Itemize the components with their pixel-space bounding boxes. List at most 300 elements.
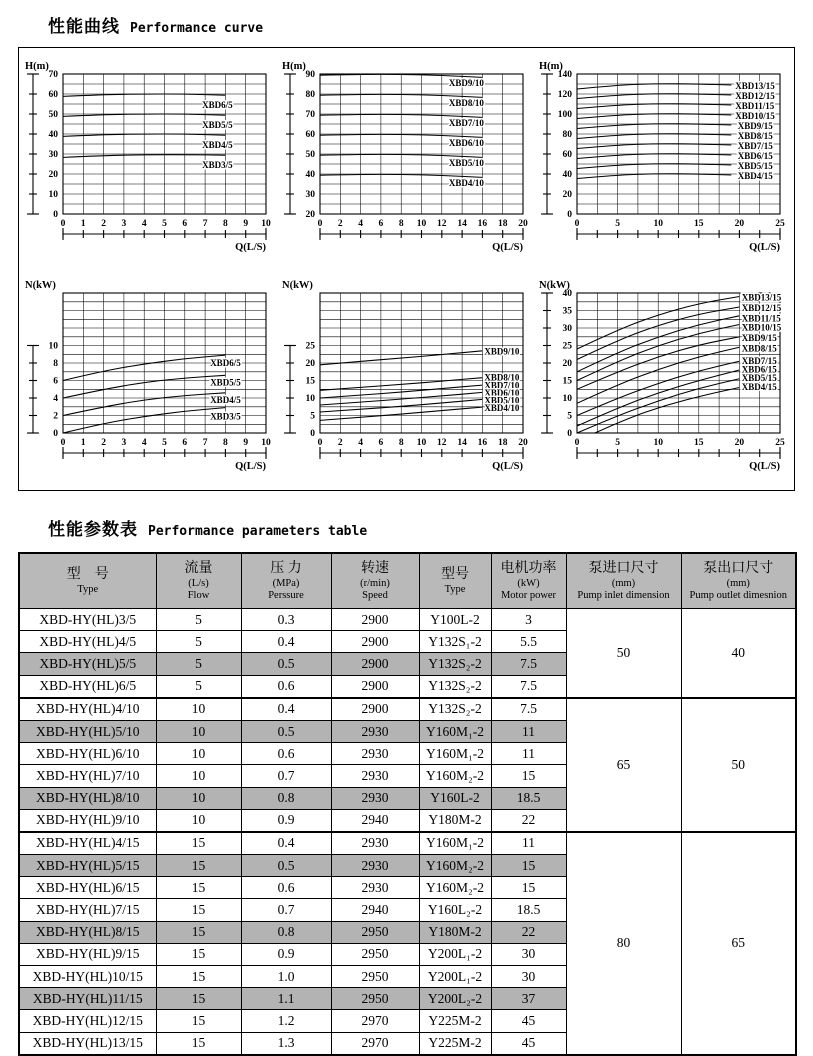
series-label: XBD4/5	[202, 140, 233, 150]
motor-type-cell: Y160M₁-2	[419, 832, 491, 855]
motor-power-cell: 30	[491, 943, 566, 965]
pressure-cell: 0.8	[241, 787, 331, 809]
motor-type-cell: Y225M-2	[419, 1032, 491, 1055]
svg-text:40: 40	[305, 170, 315, 181]
motor-type-cell: Y132S₂-2	[419, 675, 491, 698]
motor-type-cell: Y225M-2	[419, 1010, 491, 1032]
series-label: XBD10/15	[741, 322, 782, 333]
svg-text:15: 15	[562, 376, 572, 387]
motor-power-cell: 15	[491, 877, 566, 899]
svg-text:0: 0	[567, 429, 572, 440]
series-label: XBD13/15	[741, 292, 782, 303]
pump-inlet-dimension-cell: 80	[566, 832, 681, 1055]
svg-text:20: 20	[305, 359, 315, 370]
svg-text:20: 20	[518, 219, 528, 229]
svg-text:10: 10	[416, 438, 427, 448]
model-cell: XBD-HY(HL)8/10	[19, 787, 156, 809]
model-cell: XBD-HY(HL)9/15	[19, 943, 156, 965]
flow-cell: 15	[156, 966, 241, 988]
series-label: XBD7/15	[737, 141, 773, 151]
speed-cell: 2930	[331, 877, 419, 899]
svg-text:4: 4	[53, 394, 58, 405]
pressure-cell: 1.2	[241, 1010, 331, 1032]
series-label: XBD8/10	[484, 372, 520, 383]
svg-text:0: 0	[310, 429, 315, 440]
motor-type-cell: Y160M₂-2	[419, 765, 491, 787]
flow-cell: 5	[156, 653, 241, 675]
svg-text:30: 30	[305, 190, 315, 201]
svg-text:10: 10	[653, 219, 663, 229]
series-label: XBD6/15	[741, 364, 777, 375]
pressure-cell: 0.6	[241, 877, 331, 899]
svg-text:30: 30	[562, 324, 572, 335]
model-cell: XBD-HY(HL)3/5	[19, 609, 156, 631]
model-cell: XBD-HY(HL)9/10	[19, 809, 156, 832]
column-header-3: 压 力 (MPa) Perssure	[241, 553, 331, 609]
flow-cell: 10	[156, 698, 241, 721]
flow-cell: 15	[156, 1032, 241, 1055]
svg-text:5: 5	[567, 411, 572, 422]
motor-type-cell: Y180M-2	[419, 921, 491, 943]
speed-cell: 2950	[331, 988, 419, 1010]
series-label: XBD12/15	[741, 303, 782, 313]
pressure-cell: 0.5	[241, 855, 331, 877]
svg-text:5: 5	[310, 411, 315, 422]
motor-power-cell: 45	[491, 1032, 566, 1055]
motor-power-cell: 18.5	[491, 787, 566, 809]
svg-text:0: 0	[317, 219, 323, 229]
series-label: XBD9/15	[741, 332, 777, 343]
column-header-2: 流量 (L/s) Flow	[156, 553, 241, 609]
svg-text:10: 10	[562, 394, 572, 405]
motor-type-cell: Y160M₁-2	[419, 720, 491, 742]
svg-text:8: 8	[398, 438, 404, 448]
series-label: XBD9/15	[737, 121, 773, 131]
model-cell: XBD-HY(HL)10/15	[19, 966, 156, 988]
model-cell: XBD-HY(HL)8/15	[19, 921, 156, 943]
pressure-cell: 0.7	[241, 899, 331, 921]
column-header-6: 电机功率 (kW) Motor power	[491, 553, 566, 609]
section-title-performance-curve	[48, 12, 795, 37]
svg-text:3: 3	[121, 219, 127, 229]
motor-type-cell: Y160L-2	[419, 787, 491, 809]
speed-cell: 2950	[331, 966, 419, 988]
speed-cell: 2930	[331, 765, 419, 787]
motor-power-cell: 11	[491, 720, 566, 742]
motor-power-cell: 37	[491, 988, 566, 1010]
motor-power-cell: 7.5	[491, 675, 566, 698]
series-label: XBD4/15	[737, 171, 773, 181]
model-cell: XBD-HY(HL)4/5	[19, 631, 156, 653]
series-curve-XBD13/15	[577, 84, 731, 89]
motor-type-cell: Y160M₁-2	[419, 743, 491, 765]
motor-type-cell: Y180M-2	[419, 809, 491, 832]
flow-cell: 15	[156, 921, 241, 943]
model-cell: XBD-HY(HL)11/15	[19, 988, 156, 1010]
pressure-cell: 0.4	[241, 631, 331, 653]
series-curve-XBD8/15	[577, 134, 731, 139]
svg-text:60: 60	[562, 150, 572, 161]
speed-cell: 2930	[331, 743, 419, 765]
flow-cell: 15	[156, 1010, 241, 1032]
section2-title-zh: 性能参数表	[48, 520, 138, 539]
svg-text:0: 0	[567, 210, 572, 221]
section1-title-zh: 性能曲线	[48, 17, 120, 36]
model-cell: XBD-HY(HL)4/10	[19, 698, 156, 721]
column-header-1: 型 号 Type	[19, 553, 156, 609]
motor-power-cell: 45	[491, 1010, 566, 1032]
column-header-5: 型号 Type	[419, 553, 491, 609]
svg-text:12: 12	[437, 219, 447, 229]
pressure-cell: 1.3	[241, 1032, 331, 1055]
pressure-cell: 1.1	[241, 988, 331, 1010]
y-axis-title: N(kW)	[25, 280, 56, 291]
flow-cell: 10	[156, 720, 241, 742]
svg-text:2: 2	[101, 219, 106, 229]
motor-type-cell: Y132S₁-2	[419, 631, 491, 653]
series-label: XBD4/5	[210, 394, 241, 405]
pressure-cell: 1.0	[241, 966, 331, 988]
pressure-cell: 0.6	[241, 675, 331, 698]
section-title-parameters-table	[48, 515, 795, 540]
motor-type-cell: Y200L₂-2	[419, 988, 491, 1010]
chart-head-15	[537, 58, 790, 258]
column-header-7: 泵进口尺寸 (mm) Pump inlet dimension	[566, 553, 681, 609]
flow-cell: 15	[156, 943, 241, 965]
model-cell: XBD-HY(HL)5/5	[19, 653, 156, 675]
chart-head-5	[23, 58, 276, 258]
motor-type-cell: Y200L₁-2	[419, 966, 491, 988]
svg-text:6: 6	[378, 438, 384, 448]
series-label: XBD7/15	[741, 355, 777, 366]
section1-title-en: Performance curve	[130, 21, 264, 36]
series-curve-XBD6/15	[577, 154, 731, 159]
svg-text:9: 9	[243, 219, 249, 229]
pump-outlet-dimension-cell: 40	[681, 609, 796, 698]
svg-text:20: 20	[734, 219, 745, 229]
series-label: XBD4/10	[448, 178, 484, 188]
x-axis-title: Q(L/S)	[235, 461, 266, 472]
svg-text:4: 4	[141, 219, 147, 229]
motor-type-cell: Y132S₂-2	[419, 653, 491, 675]
motor-type-cell: Y160M₂-2	[419, 855, 491, 877]
y-axis-title: N(kW)	[539, 280, 570, 291]
pressure-cell: 0.9	[241, 809, 331, 832]
svg-text:50: 50	[48, 110, 58, 121]
speed-cell: 2900	[331, 653, 419, 675]
pressure-cell: 0.8	[241, 921, 331, 943]
svg-text:10: 10	[261, 438, 271, 448]
series-label: XBD6/10	[484, 388, 520, 399]
chart-power-10	[280, 277, 533, 477]
series-label: XBD6/10	[448, 138, 484, 148]
motor-power-cell: 15	[491, 765, 566, 787]
flow-cell: 10	[156, 743, 241, 765]
chart-power-15	[537, 277, 790, 477]
series-curve-XBD4/15	[577, 174, 731, 179]
y-axis-title: H(m)	[25, 61, 49, 72]
series-label: XBD5/10	[448, 158, 484, 168]
section2-title-en: Performance parameters table	[148, 524, 368, 539]
flow-cell: 5	[156, 631, 241, 653]
svg-text:15: 15	[305, 376, 315, 387]
series-label: XBD9/10	[484, 346, 520, 357]
flow-cell: 10	[156, 809, 241, 832]
svg-text:12: 12	[437, 438, 447, 448]
svg-text:70: 70	[48, 70, 58, 81]
svg-text:70: 70	[305, 110, 315, 121]
series-curve-XBD4/15	[595, 388, 740, 434]
svg-text:4: 4	[141, 438, 147, 448]
pressure-cell: 0.3	[241, 609, 331, 631]
svg-text:20: 20	[734, 438, 745, 448]
svg-text:0: 0	[574, 219, 580, 229]
svg-text:10: 10	[653, 438, 663, 448]
x-axis-title: Q(L/S)	[749, 461, 780, 472]
pump-inlet-dimension-cell: 65	[566, 698, 681, 832]
series-label: XBD8/10	[448, 98, 484, 108]
pressure-cell: 0.7	[241, 765, 331, 787]
chart-cell-head-5	[23, 58, 276, 263]
flow-cell: 15	[156, 899, 241, 921]
svg-text:18: 18	[497, 219, 508, 229]
pump-inlet-dimension-cell: 50	[566, 609, 681, 698]
svg-text:100: 100	[557, 110, 572, 121]
speed-cell: 2900	[331, 675, 419, 698]
svg-text:2: 2	[53, 411, 58, 422]
svg-text:8: 8	[223, 219, 228, 229]
speed-cell: 2930	[331, 855, 419, 877]
speed-cell: 2930	[331, 720, 419, 742]
pressure-cell: 0.6	[241, 743, 331, 765]
motor-power-cell: 30	[491, 966, 566, 988]
series-curve-XBD11/15	[577, 104, 731, 109]
motor-power-cell: 15	[491, 855, 566, 877]
svg-text:10: 10	[416, 219, 427, 229]
pump-outlet-dimension-cell: 50	[681, 698, 796, 832]
svg-text:18: 18	[497, 438, 508, 448]
x-axis-title: Q(L/S)	[492, 461, 523, 472]
svg-text:40: 40	[562, 170, 572, 181]
speed-cell: 2900	[331, 609, 419, 631]
model-cell: XBD-HY(HL)12/15	[19, 1010, 156, 1032]
speed-cell: 2930	[331, 832, 419, 855]
speed-cell: 2940	[331, 809, 419, 832]
svg-text:6: 6	[378, 219, 384, 229]
x-axis-title: Q(L/S)	[235, 242, 266, 253]
series-label: XBD4/15	[741, 381, 777, 392]
svg-text:6: 6	[182, 438, 188, 448]
series-label: XBD12/15	[735, 91, 775, 101]
svg-text:10: 10	[48, 190, 58, 201]
speed-cell: 2900	[331, 631, 419, 653]
series-label: XBD10/15	[735, 111, 775, 121]
svg-text:3: 3	[121, 438, 127, 448]
series-label: XBD3/5	[202, 160, 233, 170]
series-label: XBD6/5	[202, 100, 233, 110]
svg-text:40: 40	[48, 130, 58, 141]
svg-text:80: 80	[562, 130, 572, 141]
flow-cell: 5	[156, 609, 241, 631]
flow-cell: 15	[156, 832, 241, 855]
pressure-cell: 0.5	[241, 720, 331, 742]
chart-head-10	[280, 58, 533, 258]
svg-text:2: 2	[101, 438, 106, 448]
svg-text:60: 60	[305, 130, 315, 141]
flow-cell: 15	[156, 877, 241, 899]
svg-text:5: 5	[615, 219, 620, 229]
svg-text:0: 0	[53, 210, 58, 221]
svg-text:0: 0	[60, 438, 66, 448]
model-cell: XBD-HY(HL)5/10	[19, 720, 156, 742]
svg-text:16: 16	[477, 219, 488, 229]
model-cell: XBD-HY(HL)5/15	[19, 855, 156, 877]
table-row	[19, 609, 796, 631]
svg-text:9: 9	[243, 438, 249, 448]
chart-cell-power-10	[280, 277, 533, 482]
svg-text:80: 80	[305, 90, 315, 101]
flow-cell: 10	[156, 787, 241, 809]
column-header-4: 转速 (r/min) Speed	[331, 553, 419, 609]
svg-text:10: 10	[261, 219, 271, 229]
column-header-8: 泵出口尺寸 (mm) Pump outlet dimesnion	[681, 553, 796, 609]
svg-text:20: 20	[48, 170, 58, 181]
flow-cell: 5	[156, 675, 241, 698]
speed-cell: 2950	[331, 943, 419, 965]
svg-text:140: 140	[557, 70, 572, 81]
chart-cell-power-15	[537, 277, 790, 482]
svg-text:20: 20	[518, 438, 528, 448]
svg-text:5: 5	[615, 438, 620, 448]
x-axis-title: Q(L/S)	[749, 242, 780, 253]
svg-text:7: 7	[202, 438, 208, 448]
pressure-cell: 0.5	[241, 653, 331, 675]
svg-text:16: 16	[477, 438, 488, 448]
svg-text:5: 5	[162, 438, 167, 448]
motor-type-cell: Y160M₂-2	[419, 877, 491, 899]
model-cell: XBD-HY(HL)6/15	[19, 877, 156, 899]
series-label: XBD11/15	[741, 313, 781, 324]
speed-cell: 2930	[331, 787, 419, 809]
svg-text:7: 7	[202, 219, 208, 229]
svg-text:5: 5	[162, 219, 167, 229]
svg-text:35: 35	[562, 306, 572, 317]
svg-text:0: 0	[53, 429, 58, 440]
series-curve-XBD12/15	[577, 94, 731, 99]
svg-text:6: 6	[182, 219, 188, 229]
svg-text:2: 2	[337, 219, 343, 229]
series-label: XBD11/15	[735, 101, 775, 111]
series-label: XBD5/15	[741, 373, 777, 384]
series-label: XBD6/5	[210, 358, 241, 368]
svg-text:15: 15	[694, 219, 704, 229]
svg-text:6: 6	[53, 376, 58, 387]
motor-type-cell: Y132S₂-2	[419, 698, 491, 721]
series-curve-XBD7/15	[577, 144, 731, 149]
svg-text:1: 1	[80, 438, 86, 448]
series-label: XBD8/15	[741, 343, 777, 354]
chart-power-5	[23, 277, 276, 477]
model-cell: XBD-HY(HL)7/15	[19, 899, 156, 921]
series-label: XBD5/15	[737, 161, 773, 171]
series-curve-XBD10/15	[577, 114, 731, 119]
svg-text:14: 14	[457, 219, 467, 229]
series-label: XBD5/5	[210, 377, 241, 388]
svg-text:25: 25	[775, 219, 785, 229]
speed-cell: 2970	[331, 1032, 419, 1055]
svg-text:25: 25	[775, 438, 785, 448]
motor-power-cell: 3	[491, 609, 566, 631]
x-axis-title: Q(L/S)	[492, 242, 523, 253]
svg-text:1: 1	[80, 219, 86, 229]
series-label: XBD6/15	[737, 151, 773, 161]
speed-cell: 2970	[331, 1010, 419, 1032]
svg-text:25: 25	[305, 341, 315, 352]
series-curve-XBD5/15	[577, 164, 731, 169]
svg-text:40: 40	[562, 289, 572, 300]
chart-cell-head-15	[537, 58, 790, 263]
flow-cell: 10	[156, 765, 241, 787]
svg-text:4: 4	[358, 219, 363, 229]
svg-text:20: 20	[305, 210, 315, 221]
motor-power-cell: 7.5	[491, 698, 566, 721]
motor-type-cell: Y200L₁-2	[419, 943, 491, 965]
series-label: XBD7/10	[484, 380, 520, 391]
chart-cell-power-5	[23, 277, 276, 482]
motor-power-cell: 7.5	[491, 653, 566, 675]
svg-text:8: 8	[398, 219, 404, 229]
motor-type-cell: Y100L-2	[419, 609, 491, 631]
y-axis-title: N(kW)	[282, 280, 313, 291]
performance-parameters-table	[18, 552, 797, 1056]
motor-type-cell: Y160L₂-2	[419, 899, 491, 921]
chart-cell-head-10	[280, 58, 533, 263]
speed-cell: 2900	[331, 698, 419, 721]
svg-text:2: 2	[337, 438, 343, 448]
series-label: XBD9/10	[448, 78, 484, 88]
flow-cell: 15	[156, 988, 241, 1010]
model-cell: XBD-HY(HL)6/10	[19, 743, 156, 765]
svg-text:20: 20	[562, 359, 572, 370]
table-row	[19, 698, 796, 721]
speed-cell: 2950	[331, 921, 419, 943]
series-label: XBD3/5	[210, 411, 241, 422]
svg-text:30: 30	[48, 150, 58, 161]
svg-text:0: 0	[60, 219, 66, 229]
svg-text:50: 50	[305, 150, 315, 161]
speed-cell: 2940	[331, 899, 419, 921]
svg-text:14: 14	[457, 438, 467, 448]
svg-text:8: 8	[223, 438, 228, 448]
svg-text:8: 8	[53, 359, 58, 370]
svg-text:90: 90	[305, 70, 315, 81]
svg-text:120: 120	[557, 90, 572, 101]
pressure-cell: 0.4	[241, 832, 331, 855]
svg-text:0: 0	[574, 438, 580, 448]
series-label: XBD4/10	[484, 402, 520, 413]
y-axis-title: H(m)	[539, 61, 563, 72]
pressure-cell: 0.9	[241, 943, 331, 965]
model-cell: XBD-HY(HL)7/10	[19, 765, 156, 787]
model-cell: XBD-HY(HL)13/15	[19, 1032, 156, 1055]
motor-power-cell: 5.5	[491, 631, 566, 653]
series-label: XBD13/15	[735, 81, 775, 91]
motor-power-cell: 18.5	[491, 899, 566, 921]
svg-text:20: 20	[562, 190, 572, 201]
svg-text:0: 0	[317, 438, 323, 448]
header-row	[19, 553, 796, 609]
svg-text:25: 25	[562, 341, 572, 352]
